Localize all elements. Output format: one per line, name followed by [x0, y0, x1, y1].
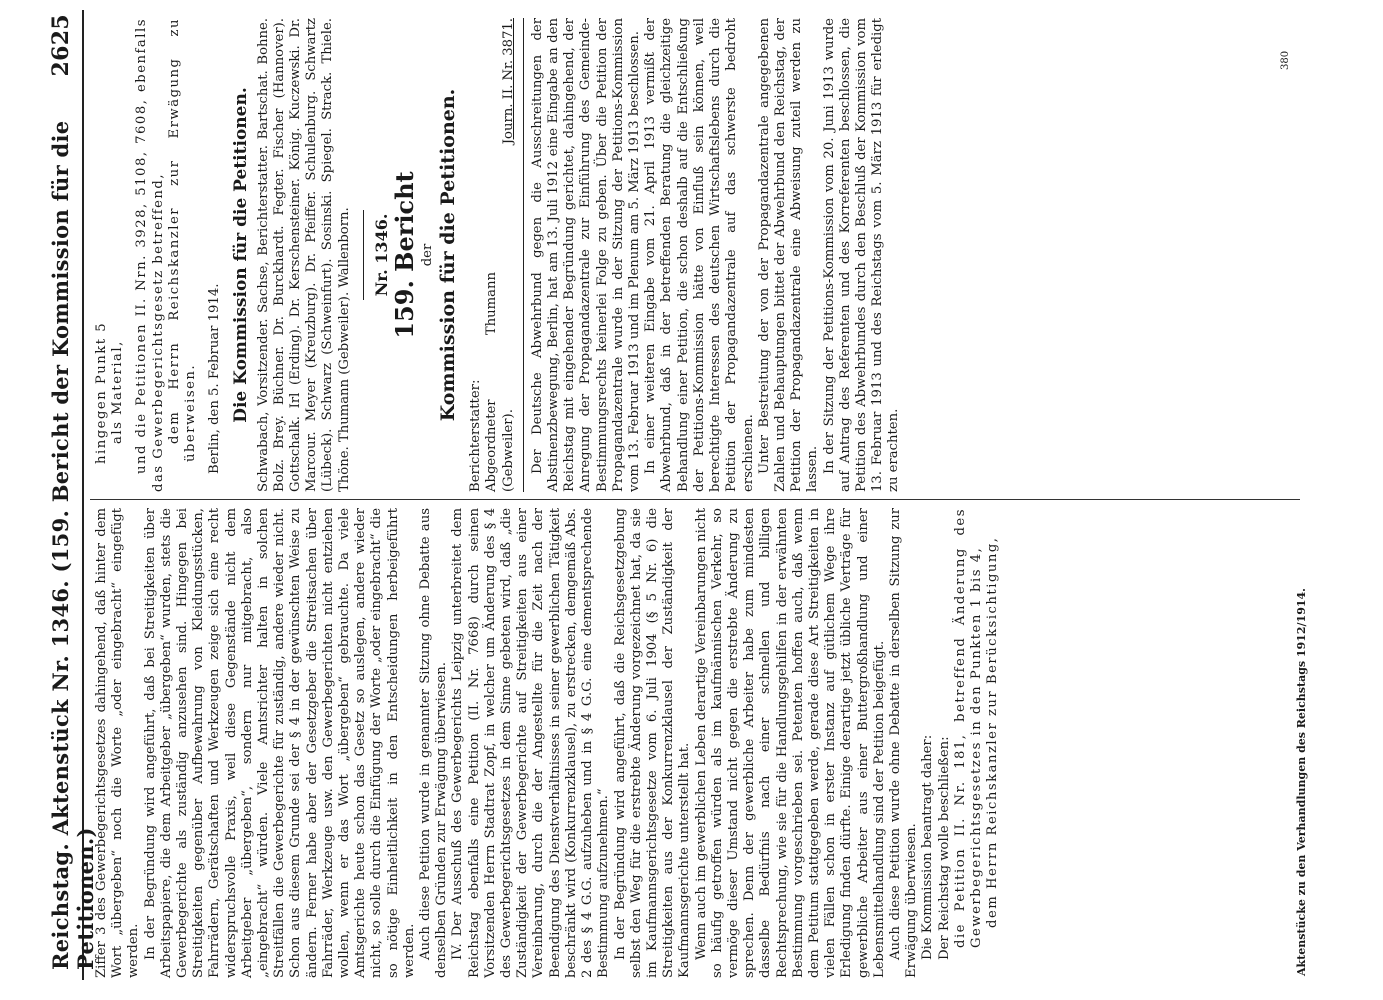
- left-column: [94, 508, 1001, 978]
- paragraph: hingegen Punkt 5: [94, 321, 109, 464]
- paragraph: als Material,: [110, 340, 126, 444]
- header-title: Reichstag. Aktenstück Nr. 1346. (159. Bericht der Kommission für die Petitionen.): [48, 120, 98, 970]
- commission-members: Schwabach, Vorsitzender. Sachse, Berichterstatter. Bartschat. Bohne. Bolz. Brey. Büchner. Dr. Burckhardt. Fegter. Fischer (Hannover). Gottschalk. Irl (Erding). Dr. Kerschensteiner. König. Kuczewski. Dr. Marcour. Meyer (Kreuzburg). Dr. Pfeiffer. Schulenburg. Schwartz (Lübeck). Schwarz (Schweinfurt). Sosinski. Spiegel. Strack. Thiele. Thöne. Thumann (Gebweiler). Wallenborn.: [255, 18, 352, 492]
- paragraph: In der Begründung wird angeführt, daß die Reichsgesetzgebung selbst den Weg für die erstrebte Änderung vorgezeichnet hat, da sie im Kaufmannsgerichtsgesetze vom 6. Juli 1904 (§ 5 Nr. 6) die Streitigkeiten aus der Konkurrenzklausel der Zuständigkeit der Kaufmannsgerichte unterstellt hat.: [612, 508, 693, 978]
- paragraph: Der Deutsche Abwehrbund gegen die Ausschreitungen der Abstinenzbewegung, Berlin, hat am 13. Juli 1912 eine Eingabe an den Reichstag mit eingehender Begründung gerichtet, dahingehend, der Anregung der Propagandazentrale zur Einführung des Gemeinde-Bestimmungsrechts keinerlei Folge zu geben. Über die Petition der Propagandazentrale wurde in der Sitzung der Petitions-Kommission vom 13. Februar 1913 und im Plenum am 5. März 1913 beschlossen.: [529, 18, 643, 492]
- rapporteur-name: Abgeordneter Thumann (Gebweiler).: [484, 272, 516, 492]
- paragraph: die Petition II. Nr. 181, betreffend Änderung des Gewerbegerichtsgesetzes in den Punkten 1 bis 4,: [952, 508, 984, 948]
- separator: [363, 210, 364, 300]
- report-title: 159. Bericht: [390, 171, 420, 339]
- paragraph: Auch diese Petition wurde in genannter Sitzung ohne Debatte aus denselben Gründen zur Erwägung überwiesen.: [418, 508, 450, 978]
- paragraph: und die Petitionen II. Nrn. 3928, 5108, 7608, ebenfalls das Gewerbegerichtsgesetz betreffend,: [134, 18, 166, 492]
- paragraph: In der Begründung wird angeführt, daß bei Streitigkeiten über Arbeitspapiere, die dem Arbeitgeber „übergeben“ wurden, stets die Gewerbegerichte als zuständig anzusehen sind. Hingegen bei Streitigkeiten gegenüber Aufbewahrung von Kleidungsstücken, Fahrrädern, Gerätschaften und Werkzeugen zeige sich eine recht widerspruchsvolle Praxis, weil diese Gegenstände nicht dem Arbeitgeber „übergeben“, sondern nur mitgebracht, also „eingebracht“ würden. Viele Amtsrichter halten in solchen Streitfällen die Gewerbegerichte für zuständig, andere wieder nicht. Schon aus diesem Grunde sei der § 4 in der gewünschten Weise zu ändern. Ferner habe aber der Gesetzgeber die Streitsachen über Fahrräder, Werkzeuge usw. den Gewerbegerichten nicht entziehen wollen, wenn er das Wort „übergeben“ gebrauchte. Da viele Amtsgerichte heute schon das Gesetz so auslegen, andere wieder nicht, so solle durch die Einfügung der Worte „oder eingebracht“ die so nötige Einheitlichkeit in den Entscheidungen herbeigeführt werden.: [142, 508, 417, 978]
- paragraph: Der Reichstag wolle beschließen:: [936, 736, 952, 960]
- rapporteur-label: Berichterstatter:: [468, 379, 484, 492]
- paragraph: In der Sitzung der Petitions-Kommission vom 20. Juni 1913 wurde auf Antrag des Referenten und des Korreferenten beschlossen, die Petition des Abwehrbundes durch den Beschluß der Kommission vom 13. Februar 1913 und des Reichstags vom 5. März 1913 für erledigt zu erachten.: [821, 18, 902, 492]
- paragraph: IV. Der Ausschuß des Gewerbegerichts Leipzig unterbreitet dem Reichstag ebenfalls eine Petition (II. Nr. 7668) durch seinen Vorsitzenden Herrn Stadtrat Zopf, in welcher um Änderung des § 4 des Gewerbegerichtsgesetzes in dem Sinne gebeten wird, daß „die Zuständigkeit der Gewerbegerichte auf Streitigkeiten aus einer Vereinbarung, durch die der Angestellte für die Zeit nach der Beendigung des Dienstverhältnisses in seiner gewerblichen Tätigkeit beschränkt wird (Konkurrenzklausel), zu erstrecken, demgemäß Abs. 2 des § 4 G.G. aufzuheben und in § 4 G.G. eine dementsprechende Bestimmung aufzunehmen.“: [450, 508, 612, 978]
- page-header: [42, 10, 98, 980]
- rule: [523, 18, 524, 492]
- journal-number: Journ. II. Nr. 3871.: [500, 18, 516, 145]
- paragraph: Auch diese Petition wurde ohne Debatte in derselben Sitzung zur Erwägung überwiesen.: [887, 508, 920, 978]
- report-der: der: [420, 243, 436, 267]
- header-page-number: 2625: [48, 14, 74, 77]
- date-line: Berlin, den 5. Februar 1914.: [207, 283, 223, 474]
- right-column: [94, 18, 903, 492]
- commission-heading: Kommission für die Petitionen.: [437, 88, 460, 422]
- paragraph: Die Kommission beantragt daher:: [920, 734, 936, 960]
- commission-title: Die Kommission für die Petitionen.: [231, 87, 252, 423]
- paragraph: In einer weiteren Eingabe vom 21. April 1913 vermißt der Abwehrbund, daß in der betreffenden Beratung die gleichzeitige Behandlung einer Petition, die schon deshalb auf die Entschließung der Petitions-Kommission hätte von Einfluß sein können, weil berechtigte Interessen des deutschen Wirtschaftslebens durch die Petition der Propagandazentrale auf das schwerste bedroht erschienen.: [643, 18, 756, 492]
- document-number: Nr. 1346.: [371, 213, 391, 297]
- page-footer: Aktenstücke zu den Verhandlungen des Reichstags 1912/1914.: [1295, 588, 1308, 976]
- sheet-number: 380: [1280, 50, 1291, 70]
- paragraph: Unter Bestreitung der von der Propagandazentrale angegebenen Zahlen und Behauptungen bittet der Abwehrbund den Reichstag, der Petition der Propagandazentrale eine Abweisung zuteil werden zu lassen.: [756, 18, 821, 492]
- paragraph: Ziffer 3 des Gewerbegerichtsgesetzes dahingehend, daß hinter dem Wort „übergeben“ noch die Worte „oder eingebracht“ eingefügt werden.: [94, 508, 142, 978]
- paragraph: Wenn auch im gewerblichen Leben derartige Vereinbarungen nicht so häufig getroffen würden als im kaufmännischen Verkehr, so vermöge dieser Umstand nicht gegen die erstrebte Änderung zu sprechen. Denn der gewerbliche Arbeiter habe zum mindesten dasselbe Bedürfnis nach einer schnellen und billigen Rechtsprechung, wie sie für die Handlungsgehilfen in der erwähnten Bestimmung vorgeschrieben sei. Petenten hoffen auch, daß wenn dem Petitum stattgegeben werde, gerade diese Art Streitigkeiten in vielen Fällen schon in erster Instanz auf gütlichem Wege ihre Erledigung finden dürfte. Einige derartige jetzt übliche Verträge für gewerbliche Arbeiter aus einer Buttergroßhandlung und einer Lebensmittelhandlung sind der Petition beigefügt.: [693, 508, 887, 978]
- paragraph: dem Herrn Reichskanzler zur Berücksichtigung,: [985, 536, 1001, 928]
- column-divider: [90, 499, 1300, 500]
- paragraph: dem Herrn Reichskanzler zur Erwägung zu überweisen.: [166, 18, 199, 462]
- rapporteur-row: [484, 18, 516, 492]
